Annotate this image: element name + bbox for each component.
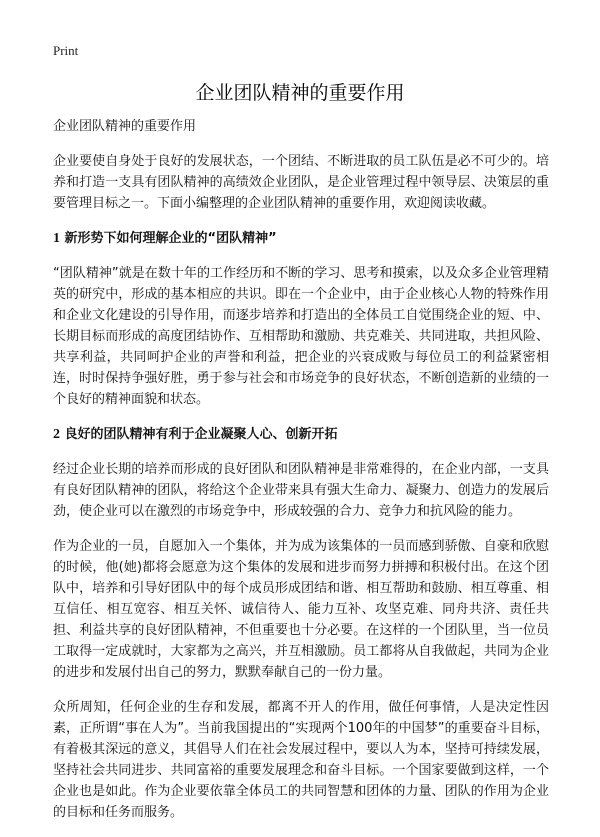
section-number: 1 — [53, 231, 60, 246]
section-heading-text: 新形势下如何理解企业的“团队精神” — [64, 231, 277, 246]
document-subtitle: 企业团队精神的重要作用 — [53, 119, 197, 134]
intro-paragraph: 企业要使自身处于良好的发展状态，一个团结、不断进取的员工队伍是必不可少的。培养和打造一支具有团队精神的高绩效企业团队，是企业管理过程中领导层、决策层的重要管理目标之一。下面小编整理的企业团队精神的重要作用，欢迎阅读收藏。 — [53, 154, 549, 211]
section-1-paragraph: “团队精神”就是在数十年的工作经历和不断的学习、思考和摸索，以及众多企业管理精英的研究中，形成的基本相应的共识。即在一个企业中，由于企业核心人物的特殊作用和企业文化建设的引导作用，而逐步培养和打造出的全体员工自觉围绕企业的短、中、长期目标而形成的高度团结协作、互相帮助和激励、共克难关、共同进取，共担风险、共享利益，共同呵护企业的声誉和利益，把企业的兴衰成败与每位员工的利益紧密相连，时时保持争强好胜，勇于参与社会和市场竞争的良好状态，不断创造新的业绩的一个良好的精神面貌和状态。 — [53, 266, 549, 407]
section-heading-1 — [53, 228, 549, 249]
section-2-paragraph: 作为企业的一员，自愿加入一个集体，并为成为该集体的一员而感到骄傲、自豪和欣慰的时候，他(她)都将会愿意为这个集体的发展和进步而努力拼搏和积极付出。在这个团队中，培养和引导好团队中的每个成员形成团结和谐、相互帮助和鼓励、相互尊重、相互信任、相互宽容、相互关怀、诚信待人、能力互补、攻坚克难、同舟共济、责任共担、利益共享的良好团队精神，不但重要也十分必要。在这样的一个团队里，当一位员工取得一定成就时，大家都为之高兴，并互相激励。员工都将从自我做起，共同为企业的进步和发展付出自己的努力，默默奉献自己的一份力量。 — [53, 539, 549, 680]
section-heading-text: 良好的团队精神有利于企业凝聚人心、创新开拓 — [64, 427, 338, 442]
document-body — [53, 116, 549, 837]
section-number: 2 — [53, 427, 60, 442]
document-title: 企业团队精神的重要作用 — [195, 82, 405, 104]
section-heading-2 — [53, 424, 549, 445]
print-label: Print — [53, 43, 79, 58]
section-2-paragraph: 经过企业长期的培养而形成的良好团队和团队精神是非常难得的，在企业内部，一支具有良好团队精神的团队，将给这个企业带来具有强大生命力、凝聚力、创造力的发展后劲，使企业可以在激烈的市场竞争中，形成较强的合力、竞争力和抗风险的能力。 — [53, 462, 549, 519]
section-2-paragraph: 众所周知，任何企业的生存和发展，都离不开人的作用，做任何事情，人是决定性因素，正所谓“事在人为”。当前我国提出的“实现两个100年的中国梦”的重要奋斗目标，有着极其深远的意义，其倡导人们在社会发展过程中，要以人为本，坚持可持续发展，坚持社会共同进步、共同富裕的重要发展理念和奋斗目标。一个国家要做到这样，一个企业也是如此。作为企业要依靠全体员工的共同智慧和团体的力量、团队的作用为企业的目标和任务而服务。 — [53, 700, 549, 820]
